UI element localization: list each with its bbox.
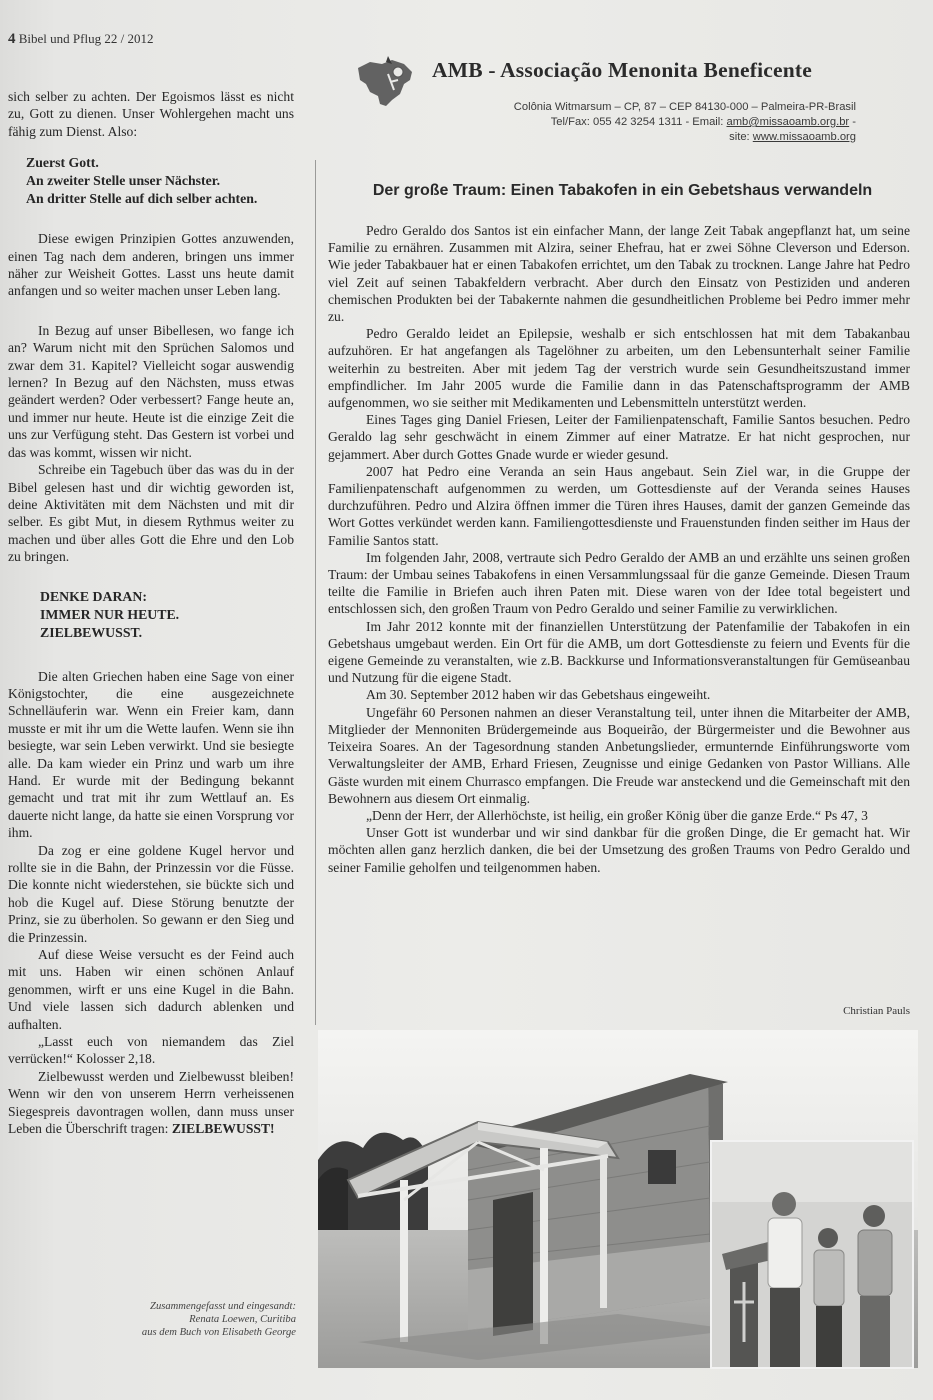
- body-paragraph: Schreibe ein Tagebuch über das was du in der Bibel gelesen hast und dir wichtig geworden ist, deine Aktivitäten mit dem Nächsten und mit dir selber. Es gibt Mut, in diesem Rythmus weiter zu machen und über alles Gott die Ehre und den Lob zu bringen.: [8, 462, 294, 565]
- article-paragraph: Eines Tages ging Daniel Friesen, Leiter der Familienpatenschaft, Familie Santos besuchen. Pedro Geraldo lag sehr geschwächt in einem Zimmer auf einer Matratze. Er hat nicht gesprochen, nur gejammert. Aber durch Gottes Gnade wurde er wieder gesund.: [328, 412, 910, 462]
- email-link[interactable]: amb@missaoamb.org.br: [726, 116, 850, 128]
- callout-line: Zuerst Gott.: [26, 155, 99, 171]
- closing-emphasis: ZIELBEWUSST!: [171, 1121, 275, 1137]
- callout-line: ZIELBEWUSST.: [40, 624, 143, 640]
- body-paragraph: Diese ewigen Prinzipien Gottes anzuwenden, einen Tag nach dem anderen, bringen uns immer näher zur Weisheit Gottes. Lasst uns heute damit anfangen und so weiter machen unser Leben lang.: [8, 231, 294, 299]
- callout-line: An dritter Stelle auf dich selber achten.: [26, 191, 258, 207]
- callout-line: An zweiter Stelle unser Nächster.: [26, 173, 221, 189]
- body-paragraph: Da zog er eine goldene Kugel hervor und rollte sie in die Bahn, der Prinzessin vor die Füsse. Die konnte nicht wiederstehen, sie bückte sich und hob die Kugel auf. Diese Störung benutzte der Prinz, sie zu überholen. So gewann er den Sieg und die Prinzessin.: [8, 842, 294, 945]
- running-head: [8, 31, 153, 48]
- publication-title: Bibel und Pflug 22 / 2012: [18, 31, 154, 46]
- body-paragraph: Auf diese Weise versucht es der Feind auch mit uns. Haben wir einen schönen Anlauf genommen, wirft er uns eine Kugel in die Bahn. Und viele lassen sich dadurch ablenken und aufhalten.: [8, 947, 294, 1032]
- website-link[interactable]: www.missaoamb.org: [752, 131, 856, 143]
- site-prefix: site:: [729, 131, 753, 143]
- source-line: aus dem Buch von Elisabeth George: [141, 1327, 296, 1338]
- bible-quote: „Lasst euch von niemandem das Ziel verrücken!“ Kolosser 2,18.: [8, 1034, 294, 1067]
- article-paragraph: Im folgenden Jahr, 2008, vertraute sich Pedro Geraldo der AMB an und erzählte uns seinen großen Traum: der Umbau seines Tabakofens in einen Versammlungssaal für die ganze Gemeinde. Diesen Traum teilte die Familie in Briefen auch ihren Paten mit. Diese waren von der Idee total begeistert und entschlossen sich, den großen Traum von Pedro Geraldo und seiner Familie zu verwirklichen.: [328, 549, 910, 617]
- closing-paragraph: [8, 1068, 294, 1138]
- source-note: [60, 1300, 296, 1339]
- article-paragraph: Ungefähr 60 Personen nahmen an dieser Veranstaltung teil, unter ihnen die Mitarbeiter der AMB, Mitglieder der Mennoniten Brüdergemeinde aus Boqueirão, der Bürgermeister und die Bewohner aus Teixeira Soares. An der Tagesordnung standen Anbetungslieder, ermunternde Einführungsworte vom Verwaltungsleiter der AMB, Erhard Friesen, Zeugnisse und einige Gedanken von Pastor Willians. Alle Gäste wurden mit einem Churrasco empfangen. Die Freude war ansteckend und die Gemeinschaft mit den Bewohnern aus diesem Ort einmalig.: [328, 704, 910, 806]
- article-paragraph: Am 30. September 2012 haben wir das Gebetshaus eingeweiht.: [366, 687, 711, 703]
- article-title: Der große Traum: Einen Tabakofen in ein Gebetshaus verwandeln: [372, 182, 873, 199]
- article-body: [328, 222, 910, 876]
- article-quote: „Denn der Herr, der Allerhöchste, ist heilig, ein großer König über die ganze Erde.“ Ps 47, 3: [366, 807, 868, 823]
- article-paragraph: 2007 hat Pedro eine Veranda an sein Haus angebaut. Sein Ziel war, in die Gruppe der Familienpatenschaft aufgenommen zu werden, um Gottesdienste auf der Veranda seines Hauses durchzuführen. Pedro und Alzira öffnen immer die Türen ihres Hauses, damit der ganzen Gemeinde das Wort Gottes verkündet werden kann. Familiengottesdienste und Frauenstunden finden seither im Haus der Familie Santos statt.: [328, 463, 910, 548]
- body-paragraph: In Bezug auf unser Bibellesen, wo fange ich an? Warum nicht mit den Sprüchen Salomos und zwar dem 31. Kapitel? Vielleicht sogar auswendig lernen? In Bezug auf den Nächsten, muss etwas geändert werden? Oder verbessert? Fange heute an, und immer nur heute. Heute ist die einzige Zeit die uns zur Verfügung steht. Das Gestern ist vorbei und das was kommt, wissen wir nicht.: [8, 322, 294, 460]
- callout-line: DENKE DARAN:: [40, 588, 147, 604]
- closing-text: Zielbewusst werden und Zielbewusst bleiben! Wenn wir den von unserem Herrn verheissenen Siegespreis davontragen wollen, dann muss unser Leben die Überschrift tragen:: [8, 1068, 294, 1137]
- contact-line: [452, 115, 856, 130]
- site-line: [452, 130, 856, 145]
- organization-name: AMB - Associação Menonita Beneficente: [432, 58, 812, 82]
- amb-logo-icon: [348, 54, 428, 110]
- article-paragraph: Im Jahr 2012 konnte mit der finanziellen Unterstützung der Patenfamilie der Tabakofen in ein Gebetshaus umgebaut werden. Ein Ort für die AMB, um dort Gottesdienste zu feiern und Events für die eigene Gemeinde zu veranstalten, wie z.B. Backkurse und Informationsveranstaltungen für Gemüseanbau und Nutzung für die eigene Stadt.: [328, 618, 910, 686]
- organization-contact: [452, 100, 856, 145]
- article-author: Christian Pauls: [843, 1005, 910, 1017]
- left-column: [8, 88, 294, 1138]
- column-divider: [315, 160, 316, 1025]
- contact-prefix: Tel/Fax: 055 42 3254 1311 - Email:: [550, 116, 727, 128]
- article-paragraph: Pedro Geraldo dos Santos ist ein einfacher Mann, der lange Zeit Tabak angepflanzt hat, um seine Familie zu ernähren. Zusammen mit Alzira, seiner Ehefrau, hat er zwei Söhne Cleverson und Ederson. Wie jeder Tabakbauer hat er einen Tabakofen errichtet, um den Tabak zu trocknen. Lange Jahre hat Pedro viel Zeit auf seinen Tabakfeldern verbracht. Aber durch den Einsatz von Pestiziden und anderen chemischen Produkten bei der Tabakernte nahmen die gesundheitlichen Probleme bei Pedro immer mehr zu.: [328, 223, 910, 325]
- address-line: Colônia Witmarsum – CP, 87 – CEP 84130-000 – Palmeira-PR-Brasil: [513, 101, 856, 113]
- source-line: Zusammengefasst und eingesandt:: [150, 1301, 296, 1312]
- priorities-callout: [8, 154, 294, 208]
- callout-line: IMMER NUR HEUTE.: [40, 606, 180, 622]
- page-number: 4: [8, 31, 16, 47]
- family-photo: [710, 1140, 914, 1369]
- article-paragraph: Pedro Geraldo leidet an Epilepsie, weshalb er sich entschlossen hat mit dem Tabakanbau aufzuhören. Er hat angefangen als Tagelöhner zu arbeiten, um den Lebensunterhalt seiner Familie weiterhin zu bestreiten. Aber mit jedem Tag der verstrich wurde sein Gesundheitszustand immer empfindlicher. Im Jahr 2005 wurde die Familie dann in das Patenschaftsprogramm der AMB aufgenommen, wo sie seither mit Medikamenten und Lebensmitteln unterstützt werden.: [328, 326, 910, 411]
- article-paragraph: Unser Gott ist wunderbar und wir sind dankbar für die großen Dinge, die Er gemacht hat. Wir möchten allen ganz herzlich danken, die bei der Umsetzung des großen Traums von Pedro Geraldo und seiner Familie geholfen und teilgenommen haben.: [328, 825, 910, 875]
- intro-paragraph: sich selber zu achten. Der Egoismos lässt es nicht zu, Gott zu dienen. Unser Wohlergehen macht uns fähig zum Dienst. Also:: [8, 89, 294, 139]
- body-paragraph: Die alten Griechen haben eine Sage von einer Königstochter, die eine ausgezeichnete Schnelläuferin war. Wenn ein Freier kam, dann musste er mit ihr um die Wette laufen. Wenn sie ihn besiegte, war sein Leben verwirkt. Und sie besiegte alle. Da kam wieder ein Prinz und warb um ihre Hand. Er wurde mit der Bedingung bekannt gemacht und trat mit ihr zum Wettlauf an. Es dauerte nicht lange, da hatte sie einen Vorsprung vor ihm.: [8, 668, 294, 841]
- source-line: Renata Loewen, Curitiba: [189, 1314, 296, 1325]
- reminder-callout: [8, 588, 294, 642]
- contact-suffix: -: [849, 116, 856, 128]
